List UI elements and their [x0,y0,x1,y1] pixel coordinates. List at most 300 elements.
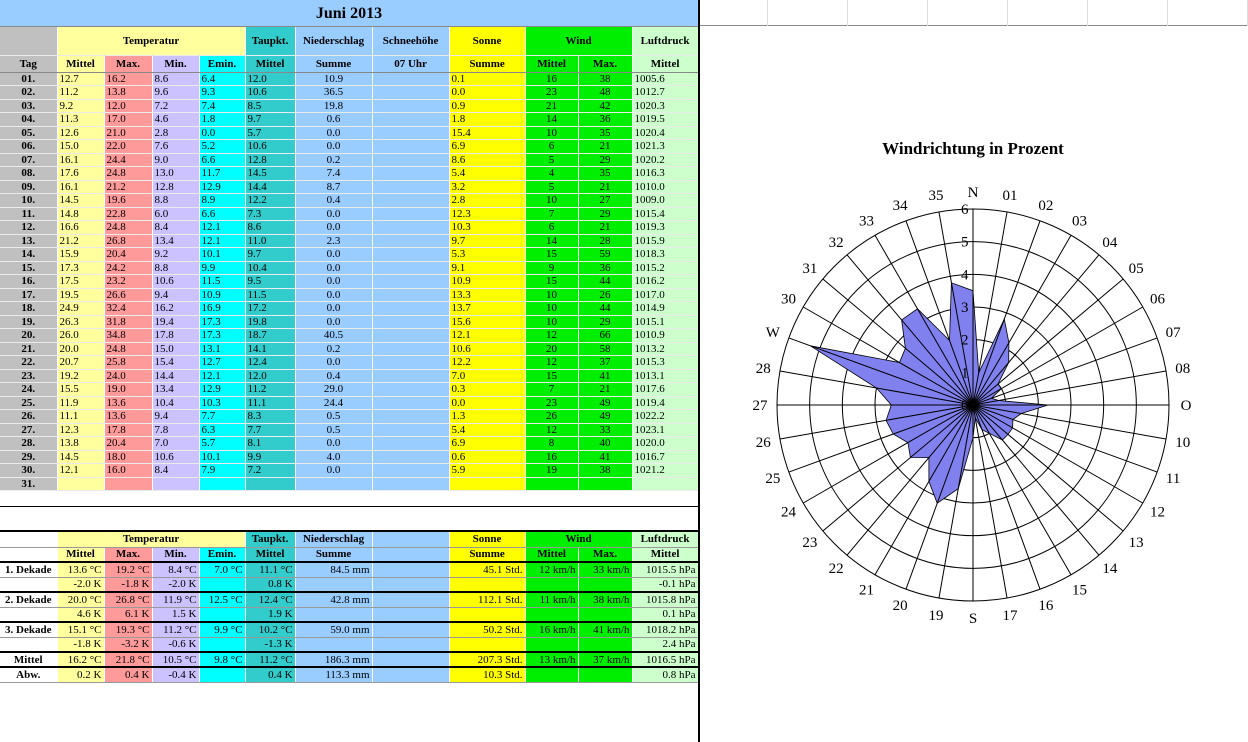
summary-cell[interactable]: 1015.8 hPa [632,592,698,607]
table-cell[interactable]: 26.8 [104,234,152,248]
table-cell[interactable]: 3.2 [449,180,525,194]
table-cell[interactable]: 6 [525,140,578,154]
summary-cell[interactable]: -0.6 K [152,637,199,652]
summary-cell[interactable] [449,607,525,622]
table-cell[interactable]: 1013.1 [632,369,698,383]
table-cell[interactable]: 17.2 [245,302,295,316]
table-cell[interactable]: 24.8 [104,221,152,235]
table-cell[interactable]: 17. [0,288,57,302]
summary-cell[interactable] [578,637,632,652]
summary-cell[interactable] [372,637,449,652]
table-cell[interactable]: 5 [525,153,578,167]
table-cell[interactable]: 9.6 [152,86,199,100]
table-cell[interactable]: 29 [578,153,632,167]
table-cell[interactable]: 11.1 [57,410,104,424]
table-cell[interactable]: 2.8 [152,126,199,140]
table-cell[interactable]: 12.8 [152,180,199,194]
table-cell[interactable]: 13.4 [152,383,199,397]
summary-cell[interactable]: 12 km/h [525,562,578,577]
table-cell[interactable]: 7.9 [199,464,245,478]
table-cell[interactable]: 6 [525,221,578,235]
summary-cell[interactable] [449,637,525,652]
table-cell[interactable]: 1016.3 [632,167,698,181]
table-cell[interactable] [372,207,449,221]
table-cell[interactable]: 10.6 [152,275,199,289]
table-cell[interactable]: 12.9 [199,180,245,194]
table-cell[interactable]: 8.4 [152,464,199,478]
table-cell[interactable]: 06. [0,140,57,154]
summary-cell[interactable] [372,592,449,607]
table-cell[interactable]: 19.8 [295,99,372,113]
table-cell[interactable]: 34.8 [104,329,152,343]
summary-cell[interactable]: 2.4 hPa [632,637,698,652]
table-cell[interactable]: 58 [578,342,632,356]
table-cell[interactable]: 8.6 [152,72,199,86]
table-cell[interactable]: 12.0 [245,369,295,383]
table-cell[interactable] [199,477,245,491]
table-cell[interactable]: 05. [0,126,57,140]
table-cell[interactable]: 12.4 [245,356,295,370]
summary-cell[interactable]: 33 km/h [578,562,632,577]
table-cell[interactable] [578,477,632,491]
table-cell[interactable] [372,275,449,289]
summary-cell[interactable]: -2.0 K [57,577,104,592]
table-cell[interactable]: 15 [525,369,578,383]
table-cell[interactable]: 24.8 [104,342,152,356]
table-cell[interactable]: 24.8 [104,167,152,181]
table-cell[interactable] [372,410,449,424]
table-cell[interactable]: 1012.7 [632,86,698,100]
table-cell[interactable]: 0.6 [449,450,525,464]
table-cell[interactable] [632,477,698,491]
table-cell[interactable]: 11.1 [245,396,295,410]
table-cell[interactable]: 0.4 [295,369,372,383]
table-cell[interactable]: 7.7 [245,423,295,437]
table-cell[interactable]: 24. [0,383,57,397]
table-cell[interactable]: 5.7 [199,437,245,451]
table-cell[interactable]: 1020.3 [632,99,698,113]
table-cell[interactable]: 0.0 [295,356,372,370]
summary-cell[interactable] [525,637,578,652]
table-cell[interactable]: 21 [525,99,578,113]
summary-cell[interactable]: 1018.2 hPa [632,622,698,637]
table-cell[interactable] [372,221,449,235]
table-cell[interactable]: 8.6 [245,221,295,235]
summary-cell[interactable] [199,577,245,592]
table-cell[interactable]: 1018.3 [632,248,698,262]
table-cell[interactable]: 26. [0,410,57,424]
table-cell[interactable]: 1017.0 [632,288,698,302]
table-cell[interactable]: 9.3 [199,86,245,100]
table-cell[interactable]: 24.9 [57,302,104,316]
table-cell[interactable]: 22.8 [104,207,152,221]
table-cell[interactable]: 16.6 [57,221,104,235]
table-cell[interactable]: 10 [525,288,578,302]
table-cell[interactable]: 17.3 [57,261,104,275]
table-cell[interactable]: 23 [525,396,578,410]
table-cell[interactable]: 10.1 [199,248,245,262]
table-cell[interactable]: 15 [525,248,578,262]
table-cell[interactable] [372,288,449,302]
table-cell[interactable]: 5 [525,180,578,194]
summary-cell[interactable]: -1.8 K [57,637,104,652]
table-cell[interactable]: 10.1 [199,450,245,464]
table-cell[interactable]: 6.9 [449,437,525,451]
table-cell[interactable]: 11.0 [245,234,295,248]
table-cell[interactable]: 14.5 [57,450,104,464]
table-cell[interactable]: 13.0 [152,167,199,181]
table-cell[interactable]: 15.4 [449,126,525,140]
table-cell[interactable]: 24.0 [104,369,152,383]
table-cell[interactable]: 13. [0,234,57,248]
table-cell[interactable]: 12.0 [245,72,295,86]
table-cell[interactable]: 11.2 [245,383,295,397]
table-cell[interactable] [152,477,199,491]
table-cell[interactable]: 5.4 [449,423,525,437]
table-cell[interactable]: 4.0 [295,450,372,464]
table-cell[interactable]: 10 [525,315,578,329]
table-cell[interactable]: 11.2 [57,86,104,100]
summary-label[interactable]: 3. Dekade [0,622,57,637]
table-cell[interactable]: 1010.9 [632,329,698,343]
table-cell[interactable]: 0.0 [295,315,372,329]
table-cell[interactable]: 12.1 [199,369,245,383]
table-cell[interactable]: 11.5 [245,288,295,302]
table-cell[interactable] [372,437,449,451]
table-cell[interactable]: 9.4 [152,410,199,424]
table-cell[interactable]: 10 [525,194,578,208]
summary-cell[interactable]: 0.1 hPa [632,607,698,622]
table-cell[interactable]: 21. [0,342,57,356]
summary-cell[interactable]: 37 km/h [578,652,632,667]
summary-cell[interactable] [199,667,245,682]
table-cell[interactable]: 7.2 [152,99,199,113]
table-cell[interactable]: 22. [0,356,57,370]
table-cell[interactable]: 32.4 [104,302,152,316]
table-cell[interactable]: 0.0 [295,302,372,316]
table-cell[interactable]: 12.2 [449,356,525,370]
table-cell[interactable]: 26 [525,410,578,424]
summary-cell[interactable] [372,667,449,682]
table-cell[interactable] [372,234,449,248]
table-cell[interactable]: 30. [0,464,57,478]
table-cell[interactable]: 20. [0,329,57,343]
table-cell[interactable]: 1019.4 [632,396,698,410]
table-cell[interactable] [372,315,449,329]
table-cell[interactable]: 10.3 [199,396,245,410]
table-cell[interactable] [372,140,449,154]
table-cell[interactable]: 35 [578,167,632,181]
table-cell[interactable]: 10.3 [449,221,525,235]
table-cell[interactable]: 23. [0,369,57,383]
table-cell[interactable]: 24.2 [104,261,152,275]
table-cell[interactable] [372,113,449,127]
table-cell[interactable]: 14. [0,248,57,262]
table-cell[interactable]: 13.4 [152,234,199,248]
table-cell[interactable]: 9.5 [245,275,295,289]
table-cell[interactable]: 15.5 [57,383,104,397]
table-cell[interactable]: 03. [0,99,57,113]
summary-cell[interactable] [295,607,372,622]
table-cell[interactable]: 21 [578,140,632,154]
summary-cell[interactable]: 7.0 °C [199,562,245,577]
table-cell[interactable]: 14.5 [245,167,295,181]
table-cell[interactable]: 13.3 [449,288,525,302]
table-cell[interactable] [372,329,449,343]
table-cell[interactable]: 36 [578,113,632,127]
summary-cell[interactable] [295,577,372,592]
table-cell[interactable]: 23 [525,86,578,100]
table-cell[interactable]: 7.7 [199,410,245,424]
summary-cell[interactable] [578,577,632,592]
table-cell[interactable]: 10. [0,194,57,208]
table-cell[interactable]: 1010.0 [632,180,698,194]
table-cell[interactable]: 12 [525,423,578,437]
table-cell[interactable]: 40.5 [295,329,372,343]
table-cell[interactable]: 0.2 [295,342,372,356]
table-cell[interactable]: 1015.3 [632,356,698,370]
table-cell[interactable]: 7 [525,207,578,221]
summary-cell[interactable]: 207.3 Std. [449,652,525,667]
table-cell[interactable]: 9.2 [57,99,104,113]
summary-cell[interactable] [372,607,449,622]
table-cell[interactable]: 1020.4 [632,126,698,140]
table-cell[interactable]: 8.7 [295,180,372,194]
table-cell[interactable]: 28 [578,234,632,248]
table-cell[interactable]: 8.9 [199,194,245,208]
table-cell[interactable]: 16 [525,72,578,86]
table-cell[interactable]: 19.4 [152,315,199,329]
summary-cell[interactable] [578,667,632,682]
table-cell[interactable]: 14.5 [57,194,104,208]
summary-cell[interactable]: 11.2 °C [245,652,295,667]
table-cell[interactable]: 1021.2 [632,464,698,478]
table-cell[interactable] [372,477,449,491]
table-cell[interactable]: 10.9 [199,288,245,302]
summary-cell[interactable]: 45.1 Std. [449,562,525,577]
summary-cell[interactable]: 12.4 °C [245,592,295,607]
summary-label[interactable]: 2. Dekade [0,592,57,607]
table-cell[interactable]: 12.3 [449,207,525,221]
summary-cell[interactable]: 21.8 °C [104,652,152,667]
table-cell[interactable] [372,99,449,113]
summary-cell[interactable]: 1015.5 hPa [632,562,698,577]
table-cell[interactable]: 44 [578,275,632,289]
table-cell[interactable]: 10.9 [295,72,372,86]
table-cell[interactable]: 8.8 [152,194,199,208]
table-cell[interactable]: 12 [525,329,578,343]
summary-cell[interactable]: 38 km/h [578,592,632,607]
summary-cell[interactable] [372,622,449,637]
table-cell[interactable]: 19.5 [57,288,104,302]
table-cell[interactable]: 1017.6 [632,383,698,397]
table-cell[interactable]: 18.7 [245,329,295,343]
table-cell[interactable]: 38 [578,464,632,478]
table-cell[interactable]: 0.6 [295,113,372,127]
summary-cell[interactable]: 10.2 °C [245,622,295,637]
table-cell[interactable]: 0.2 [295,153,372,167]
table-cell[interactable]: 21.2 [57,234,104,248]
table-cell[interactable]: 15.0 [57,140,104,154]
table-cell[interactable]: 26.3 [57,315,104,329]
table-cell[interactable]: 20.0 [57,342,104,356]
table-cell[interactable] [372,194,449,208]
table-cell[interactable] [372,356,449,370]
table-cell[interactable]: 7.4 [295,167,372,181]
table-cell[interactable]: 5.2 [199,140,245,154]
table-cell[interactable]: 19.8 [245,315,295,329]
summary-cell[interactable]: -3.2 K [104,637,152,652]
table-cell[interactable]: 10.6 [152,450,199,464]
table-cell[interactable] [449,477,525,491]
table-cell[interactable]: 24.4 [295,396,372,410]
table-cell[interactable]: 01. [0,72,57,86]
summary-cell[interactable]: 26.8 °C [104,592,152,607]
table-cell[interactable]: 8.4 [152,221,199,235]
summary-cell[interactable]: 6.1 K [104,607,152,622]
table-cell[interactable]: 37 [578,356,632,370]
table-cell[interactable]: 7.0 [152,437,199,451]
table-cell[interactable]: 0.0 [199,126,245,140]
table-cell[interactable] [372,302,449,316]
table-cell[interactable]: 19.6 [104,194,152,208]
table-cell[interactable]: 1014.9 [632,302,698,316]
table-cell[interactable]: 0.3 [449,383,525,397]
table-cell[interactable]: 19.2 [57,369,104,383]
summary-cell[interactable]: 41 km/h [578,622,632,637]
table-cell[interactable]: 36.5 [295,86,372,100]
summary-cell[interactable]: 19.3 °C [104,622,152,637]
table-cell[interactable] [372,167,449,181]
summary-cell[interactable]: 0.2 K [57,667,104,682]
table-cell[interactable]: 16.1 [57,180,104,194]
table-cell[interactable]: 29. [0,450,57,464]
table-cell[interactable]: 11.7 [199,167,245,181]
summary-cell[interactable]: -0.4 K [152,667,199,682]
table-cell[interactable]: 19 [525,464,578,478]
summary-cell[interactable]: 59.0 mm [295,622,372,637]
table-cell[interactable]: 26.0 [57,329,104,343]
table-cell[interactable]: 8.3 [245,410,295,424]
table-cell[interactable] [372,342,449,356]
table-cell[interactable]: 15.0 [152,342,199,356]
table-cell[interactable]: 13.6 [104,410,152,424]
table-cell[interactable]: 16.0 [104,464,152,478]
table-cell[interactable]: 27. [0,423,57,437]
table-cell[interactable]: 0.4 [295,194,372,208]
table-cell[interactable]: 8.1 [245,437,295,451]
table-cell[interactable]: 10.4 [152,396,199,410]
table-cell[interactable] [295,477,372,491]
table-cell[interactable]: 0.1 [449,72,525,86]
table-cell[interactable]: 09. [0,180,57,194]
table-cell[interactable]: 24.4 [104,153,152,167]
table-cell[interactable]: 9.0 [152,153,199,167]
table-cell[interactable]: 12.7 [199,356,245,370]
table-cell[interactable]: 8.8 [152,261,199,275]
table-cell[interactable]: 10.6 [245,86,295,100]
table-cell[interactable]: 8.5 [245,99,295,113]
table-cell[interactable]: 12.2 [245,194,295,208]
table-cell[interactable] [372,86,449,100]
table-cell[interactable]: 6.6 [199,153,245,167]
table-cell[interactable]: 14.4 [245,180,295,194]
table-cell[interactable] [372,72,449,86]
table-cell[interactable]: 1020.0 [632,437,698,451]
table-cell[interactable] [372,396,449,410]
table-cell[interactable]: 15.9 [57,248,104,262]
table-cell[interactable] [372,126,449,140]
table-cell[interactable]: 38 [578,72,632,86]
summary-cell[interactable]: 1.5 K [152,607,199,622]
table-cell[interactable]: 10.6 [245,140,295,154]
table-cell[interactable]: 17.5 [57,275,104,289]
table-cell[interactable]: 1.3 [449,410,525,424]
table-cell[interactable]: 7.8 [152,423,199,437]
table-cell[interactable] [372,180,449,194]
table-cell[interactable]: 16.1 [57,153,104,167]
table-cell[interactable]: 21 [578,383,632,397]
table-cell[interactable]: 0.0 [295,248,372,262]
table-cell[interactable]: 29 [578,207,632,221]
table-cell[interactable]: 0.0 [295,275,372,289]
summary-cell[interactable] [372,562,449,577]
summary-cell[interactable]: 19.2 °C [104,562,152,577]
table-cell[interactable]: 11.3 [57,113,104,127]
table-cell[interactable]: 48 [578,86,632,100]
table-cell[interactable] [372,450,449,464]
table-cell[interactable]: 7.2 [245,464,295,478]
table-cell[interactable]: 42 [578,99,632,113]
table-cell[interactable]: 5.4 [449,167,525,181]
table-cell[interactable]: 59 [578,248,632,262]
summary-cell[interactable]: 13 km/h [525,652,578,667]
table-cell[interactable]: 33 [578,423,632,437]
table-cell[interactable]: 36 [578,261,632,275]
table-cell[interactable]: 29.0 [295,383,372,397]
summary-cell[interactable]: 0.8 hPa [632,667,698,682]
summary-cell[interactable]: 12.5 °C [199,592,245,607]
table-cell[interactable]: 23.2 [104,275,152,289]
table-cell[interactable]: 9 [525,261,578,275]
summary-cell[interactable]: 50.2 Std. [449,622,525,637]
summary-cell[interactable] [525,577,578,592]
table-cell[interactable]: 1016.7 [632,450,698,464]
summary-cell[interactable]: 112.1 Std. [449,592,525,607]
table-cell[interactable]: 02. [0,86,57,100]
table-cell[interactable]: 10.6 [449,342,525,356]
table-cell[interactable]: 35 [578,126,632,140]
table-cell[interactable]: 1015.2 [632,261,698,275]
table-cell[interactable]: 1009.0 [632,194,698,208]
summary-cell[interactable] [295,637,372,652]
table-cell[interactable]: 19. [0,315,57,329]
table-cell[interactable]: 17.0 [104,113,152,127]
summary-label[interactable]: Abw. [0,667,57,682]
summary-cell[interactable]: 1016.5 hPa [632,652,698,667]
table-cell[interactable]: 8 [525,437,578,451]
table-cell[interactable]: 5.3 [449,248,525,262]
table-cell[interactable]: 12.1 [57,464,104,478]
table-cell[interactable]: 18.0 [104,450,152,464]
table-cell[interactable]: 1015.1 [632,315,698,329]
summary-cell[interactable]: -2.0 K [152,577,199,592]
table-cell[interactable]: 04. [0,113,57,127]
table-cell[interactable]: 9.2 [152,248,199,262]
table-cell[interactable]: 1015.9 [632,234,698,248]
table-cell[interactable]: 7.6 [152,140,199,154]
table-cell[interactable] [372,261,449,275]
